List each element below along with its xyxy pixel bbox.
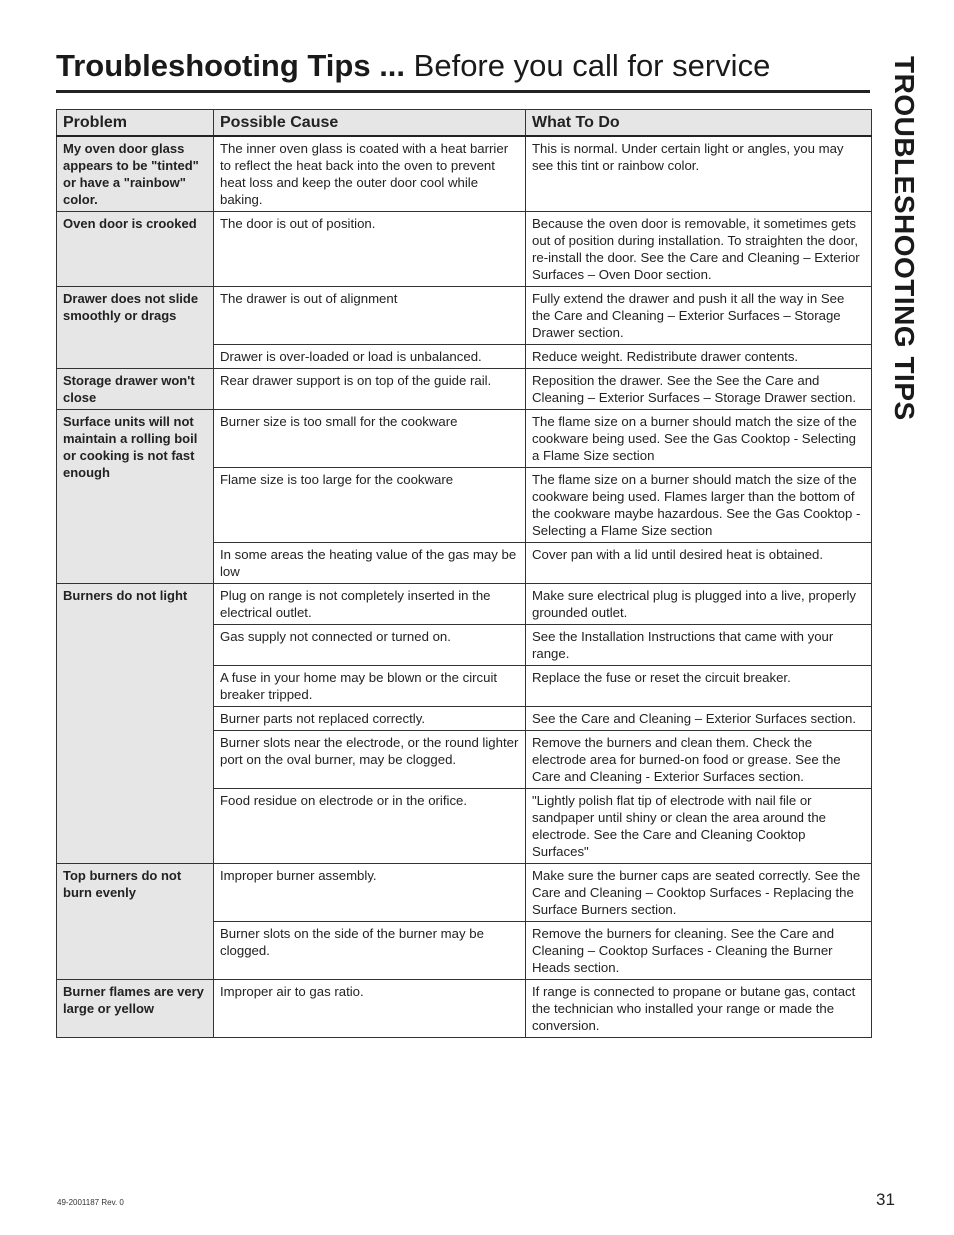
- table-body: [57, 136, 872, 1038]
- problem-cell: Burners do not light: [57, 584, 214, 864]
- problem-cell: Oven door is crooked: [57, 212, 214, 287]
- problem-cell: Surface units will not maintain a rolling boil or cooking is not fast enough: [57, 410, 214, 584]
- cause-cell: Burner slots on the side of the burner may be clogged.: [214, 922, 526, 980]
- table-row: [57, 864, 872, 922]
- cause-cell: Drawer is over-loaded or load is unbalanced.: [214, 345, 526, 369]
- page-title-bold: Troubleshooting Tips ...: [56, 48, 406, 83]
- action-cell: If range is connected to propane or butane gas, contact the technician who installed your range or made the conversion.: [526, 980, 872, 1038]
- action-cell: Make sure electrical plug is plugged into a live, properly grounded outlet.: [526, 584, 872, 625]
- cause-cell: The inner oven glass is coated with a heat barrier to reflect the heat back into the oven to prevent heat loss and keep the outer door cool while baking.: [214, 136, 526, 212]
- action-cell: "Lightly polish flat tip of electrode with nail file or sandpaper until shiny or clean the area around the electrode. See the Care and Cleaning Cooktop Surfaces": [526, 789, 872, 864]
- action-cell: See the Care and Cleaning – Exterior Surfaces section.: [526, 707, 872, 731]
- table-row: [57, 287, 872, 345]
- side-tab-label: TROUBLESHOOTING TIPS: [889, 56, 920, 421]
- cause-cell: Burner slots near the electrode, or the round lighter port on the oval burner, may be clogged.: [214, 731, 526, 789]
- cause-cell: Burner size is too small for the cookware: [214, 410, 526, 468]
- page-title: [56, 46, 870, 86]
- action-cell: Make sure the burner caps are seated correctly. See the Care and Cleaning – Cooktop Surfaces - Replacing the Surface Burners section.: [526, 864, 872, 922]
- cause-cell: A fuse in your home may be blown or the circuit breaker tripped.: [214, 666, 526, 707]
- table-header-row: [57, 110, 872, 137]
- problem-cell: Drawer does not slide smoothly or drags: [57, 287, 214, 369]
- column-header-problem: Problem: [57, 110, 214, 137]
- action-cell: Remove the burners and clean them. Check the electrode area for burned-on food or grease. See the Care and Cleaning - Exterior Surfaces section.: [526, 731, 872, 789]
- table-row: [57, 136, 872, 212]
- troubleshooting-table: [56, 109, 872, 1038]
- cause-cell: The drawer is out of alignment: [214, 287, 526, 345]
- action-cell: Cover pan with a lid until desired heat is obtained.: [526, 543, 872, 584]
- column-header-possible-cause: Possible Cause: [214, 110, 526, 137]
- cause-cell: Plug on range is not completely inserted in the electrical outlet.: [214, 584, 526, 625]
- action-cell: This is normal. Under certain light or angles, you may see this tint or rainbow color.: [526, 136, 872, 212]
- action-cell: The flame size on a burner should match the size of the cookware being used. See the Gas Cooktop - Selecting a Flame Size section: [526, 410, 872, 468]
- problem-cell: Storage drawer won't close: [57, 369, 214, 410]
- table-row: [57, 369, 872, 410]
- table-row: [57, 980, 872, 1038]
- table-row: [57, 410, 872, 468]
- problem-cell: Top burners do not burn evenly: [57, 864, 214, 980]
- problem-cell: Burner flames are very large or yellow: [57, 980, 214, 1038]
- action-cell: Reduce weight. Redistribute drawer contents.: [526, 345, 872, 369]
- problem-cell: My oven door glass appears to be "tinted" or have a "rainbow" color.: [57, 136, 214, 212]
- action-cell: Because the oven door is removable, it sometimes gets out of position during installation. To straighten the door, re-install the door. See the Care and Cleaning – Exterior Surfaces – Oven Door section.: [526, 212, 872, 287]
- action-cell: See the Installation Instructions that came with your range.: [526, 625, 872, 666]
- table-row: [57, 212, 872, 287]
- action-cell: Replace the fuse or reset the circuit breaker.: [526, 666, 872, 707]
- cause-cell: Improper air to gas ratio.: [214, 980, 526, 1038]
- document-id: 49-2001187 Rev. 0: [57, 1198, 124, 1207]
- cause-cell: The door is out of position.: [214, 212, 526, 287]
- action-cell: Remove the burners for cleaning. See the Care and Cleaning – Cooktop Surfaces - Cleaning the Burner Heads section.: [526, 922, 872, 980]
- cause-cell: Burner parts not replaced correctly.: [214, 707, 526, 731]
- column-header-what-to-do: What To Do: [526, 110, 872, 137]
- cause-cell: Flame size is too large for the cookware: [214, 468, 526, 543]
- action-cell: The flame size on a burner should match the size of the cookware being used. Flames larger than the bottom of the cookware maybe hazardous. See the Gas Cooktop - Selecting a Flame Size section: [526, 468, 872, 543]
- page-title-rest: Before you call for service: [405, 48, 771, 83]
- section-side-tab: [884, 56, 924, 436]
- page-number: 31: [876, 1190, 895, 1209]
- action-cell: Reposition the drawer. See the See the Care and Cleaning – Exterior Surfaces – Storage Drawer section.: [526, 369, 872, 410]
- cause-cell: In some areas the heating value of the gas may be low: [214, 543, 526, 584]
- action-cell: Fully extend the drawer and push it all the way in See the Care and Cleaning – Exterior Surfaces – Storage Drawer section.: [526, 287, 872, 345]
- cause-cell: Gas supply not connected or turned on.: [214, 625, 526, 666]
- title-divider: [56, 90, 870, 93]
- table-row: [57, 584, 872, 625]
- cause-cell: Food residue on electrode or in the orifice.: [214, 789, 526, 864]
- cause-cell: Rear drawer support is on top of the guide rail.: [214, 369, 526, 410]
- cause-cell: Improper burner assembly.: [214, 864, 526, 922]
